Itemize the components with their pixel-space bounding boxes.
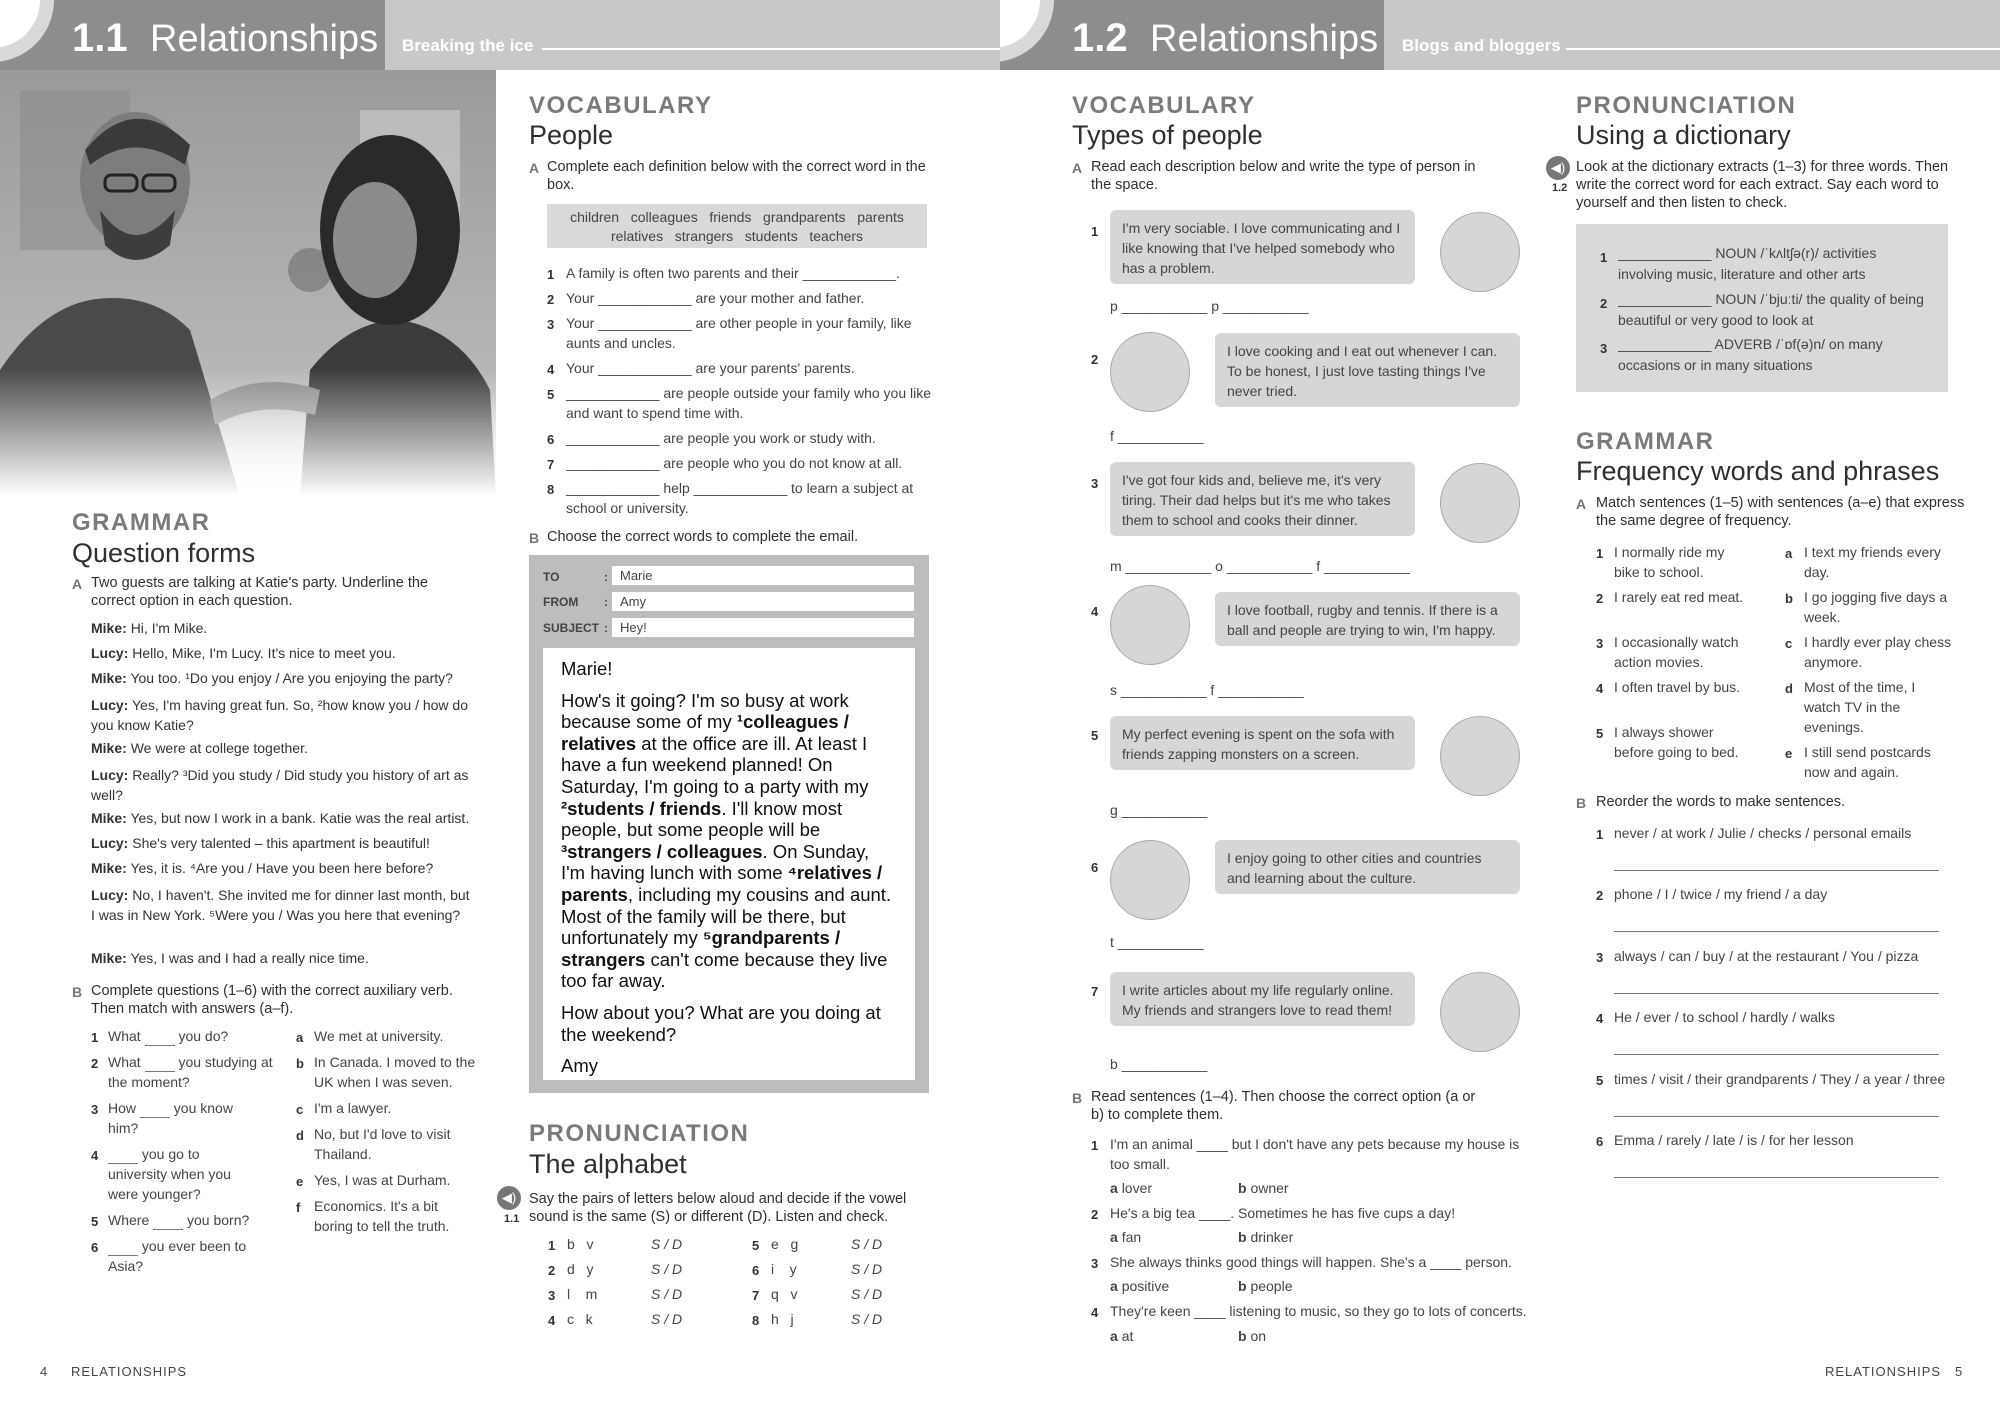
pair-letters: d y <box>567 1261 594 1277</box>
unit-subtitle: Blogs and bloggers <box>1402 36 1561 55</box>
answer-line[interactable] <box>1614 1116 1939 1117</box>
answer-text: In Canada. I moved to the UK when I was seven. <box>314 1054 476 1090</box>
footer-label: RELATIONSHIPS <box>1825 1364 1942 1379</box>
answer-text: No, but I'd love to visit Thailand. <box>314 1126 451 1162</box>
pair-letters: q v <box>771 1286 798 1302</box>
sentence-number: 1 <box>1091 1138 1099 1153</box>
answer-line[interactable]: p ___________ p ___________ <box>1110 298 1309 314</box>
pair-letters: c k <box>567 1311 593 1327</box>
reorder-number: 6 <box>1596 1134 1604 1149</box>
word-box <box>547 204 927 248</box>
sentence-text: They're keen ____ listening to music, so they go to lots of concerts. <box>1110 1303 1527 1319</box>
option-a[interactable]: a positive <box>1110 1278 1170 1294</box>
answer-line[interactable] <box>1614 870 1939 871</box>
person-avatar-icon <box>1110 332 1190 412</box>
definition-number: 4 <box>547 362 555 377</box>
answer-line[interactable] <box>1614 1054 1939 1055</box>
email-colon: : <box>604 595 608 609</box>
answer-line[interactable]: g ___________ <box>1110 802 1208 818</box>
answer-letter: b <box>296 1056 304 1071</box>
question-text: Where you born? <box>108 1212 250 1228</box>
option-b[interactable]: b owner <box>1238 1180 1289 1196</box>
speech-bubble: I love cooking and I eat out whenever I can. To be honest, I just love tasting things I've never tried. <box>1215 333 1520 407</box>
grammar-b-label: B <box>1576 795 1587 811</box>
email-option[interactable]: ⁴relatives / parents <box>561 862 883 905</box>
vocab-a-instruction: Read each description below and write the type of person in the space. <box>1091 159 1476 193</box>
definition-text: ____________ are people who you do not know at all. <box>566 455 903 471</box>
question-number: 3 <box>91 1102 99 1117</box>
audio-track-number: 1.1 <box>504 1213 520 1225</box>
extract-text: ____________ ADVERB /ˈɒf(ə)n/ on many occasions or in many situations <box>1618 336 1883 373</box>
pair-number: 2 <box>548 1263 556 1278</box>
grammar-a-label: A <box>1576 496 1587 512</box>
vocab-a-label: A <box>1072 160 1083 176</box>
speech-bubble: I'm very sociable. I love communicating and I like knowing that I've helped somebody who has a problem. <box>1110 210 1415 284</box>
definition-number: 8 <box>547 482 555 497</box>
grammar-a-instruction: Match sentences (1–5) with sentences (a–e) that express the same degree of frequency. <box>1596 495 1965 529</box>
description-number: 7 <box>1091 984 1099 999</box>
match-number: 1 <box>1596 546 1604 561</box>
reorder-words: times / visit / their grandparents / They / a year / three <box>1614 1071 1946 1087</box>
email-signoff: Amy <box>561 1055 598 1077</box>
answer-letter: d <box>296 1128 304 1143</box>
audio-track-number: 1.2 <box>1552 182 1568 194</box>
pair-letters: e g <box>771 1236 799 1252</box>
answer-line[interactable]: t ___________ <box>1110 934 1204 950</box>
description-number: 6 <box>1091 860 1099 875</box>
answer-line[interactable]: b ___________ <box>1110 1056 1208 1072</box>
dialogue-line: Lucy: Really? ³Did you study / Did study you history of art as well? <box>91 767 469 803</box>
pron-heading: PRONUNCIATION <box>529 1120 750 1147</box>
answer-text: We met at university. <box>314 1028 444 1044</box>
option-b[interactable]: b on <box>1238 1328 1267 1344</box>
match-letter: a <box>1785 546 1793 561</box>
sentence-text: I'm an animal ____ but I don't have any pets because my house is too small. <box>1110 1136 1520 1172</box>
pair-number: 6 <box>752 1263 760 1278</box>
speech-bubble: I enjoy going to other cities and countries and learning about the culture. <box>1215 840 1520 894</box>
vocab-b-label: B <box>1072 1090 1083 1106</box>
pair-sd-choice[interactable]: S / D <box>851 1311 883 1327</box>
reorder-words: Emma / rarely / late / is / for her lesson <box>1614 1132 1854 1148</box>
description-number: 3 <box>1091 476 1099 491</box>
email-option[interactable]: ⁵grandparents / strangers <box>561 927 841 970</box>
pair-sd-choice[interactable]: S / D <box>651 1236 683 1252</box>
match-number: 3 <box>1596 636 1604 651</box>
email-from-label: FROM <box>543 595 579 609</box>
reorder-words: never / at work / Julie / checks / personal emails <box>1614 825 1912 841</box>
answer-line[interactable] <box>1614 931 1939 932</box>
match-letter: e <box>1785 746 1793 761</box>
footer-label: RELATIONSHIPS <box>71 1364 188 1379</box>
match-text: I occasionally watch action movies. <box>1614 634 1739 670</box>
answer-line[interactable]: m ___________ o ___________ f ___________ <box>1110 558 1410 574</box>
pair-sd-choice[interactable]: S / D <box>851 1261 883 1277</box>
match-letter: d <box>1785 681 1793 696</box>
question-text: How you know him? <box>108 1100 233 1136</box>
word-box-line: relatives strangers students teachers <box>610 228 864 244</box>
answer-text: Economics. It's a bit boring to tell the truth. <box>314 1198 450 1234</box>
match-text: I always shower before going to bed. <box>1614 724 1739 760</box>
extract-text: ____________ NOUN /ˈkʌltʃə(r)/ activities involving music, literature and other arts <box>1618 245 1877 282</box>
header-rule <box>1566 48 2000 50</box>
extract-number: 2 <box>1600 296 1608 311</box>
pair-number: 5 <box>752 1238 760 1253</box>
speech-bubble: I love football, rugby and tennis. If there is a ball and people are trying to win, I'm happy. <box>1215 592 1520 646</box>
person-avatar-icon <box>1110 585 1190 665</box>
pair-number: 4 <box>548 1313 556 1328</box>
pron-instruction: Say the pairs of letters below aloud and decide if the vowel sound is the same (S) or different (D). Listen and check. <box>529 1191 907 1225</box>
match-text: Most of the time, I watch TV in the evenings. <box>1804 679 1916 735</box>
extract-number: 1 <box>1600 250 1608 265</box>
answer-letter: f <box>296 1200 301 1215</box>
match-text: I text my friends every day. <box>1804 544 1941 580</box>
person-avatar-icon <box>1440 212 1520 292</box>
grammar-heading: GRAMMAR <box>72 509 211 536</box>
dialogue-line: Mike: Hi, I'm Mike. <box>91 620 208 636</box>
match-text: I go jogging five days a week. <box>1804 589 1948 625</box>
match-text: I hardly ever play chess anymore. <box>1804 634 1952 670</box>
person-avatar-icon <box>1440 972 1520 1052</box>
option-a[interactable]: a lover <box>1110 1180 1153 1196</box>
description-number: 5 <box>1091 728 1099 743</box>
sentence-text: She always thinks good things will happen. She's a ____ person. <box>1110 1254 1512 1270</box>
description-number: 4 <box>1091 604 1099 619</box>
email-paragraph: How about you? What are you doing at the weekend? <box>561 1001 881 1045</box>
pair-sd-choice[interactable]: S / D <box>651 1311 683 1327</box>
pair-letters: b v <box>567 1236 594 1252</box>
header-rule <box>542 48 1000 50</box>
definition-number: 3 <box>547 317 555 332</box>
person-avatar-icon <box>1440 463 1520 543</box>
vocab-b-instruction: Read sentences (1–4). Then choose the correct option (a or b) to complete them. <box>1091 1089 1476 1123</box>
pair-sd-choice[interactable]: S / D <box>851 1286 883 1302</box>
unit-subtitle: Breaking the ice <box>402 36 534 55</box>
vocab-a-label: A <box>529 160 540 176</box>
question-number: 4 <box>91 1148 99 1163</box>
person-avatar-icon <box>1110 840 1190 920</box>
dialogue-line: Mike: Yes, I was and I had a really nice time. <box>91 950 369 966</box>
unit-title: Relationships <box>150 18 379 60</box>
grammar-subheading: Question forms <box>72 538 256 568</box>
definition-text: Your ____________ are your parents' parents. <box>566 360 855 376</box>
answer-line[interactable]: s ___________ f ___________ <box>1110 682 1304 698</box>
audio-speaker-icon[interactable]: ◀) <box>1546 156 1570 180</box>
page-number: 5 <box>1955 1364 1964 1379</box>
description-number: 2 <box>1091 352 1099 367</box>
email-body <box>543 648 915 1080</box>
reorder-number: 4 <box>1596 1011 1604 1026</box>
dialogue-line: Mike: Yes, it is. ⁴Are you / Have you been here before? <box>91 860 434 876</box>
match-number: 2 <box>1596 591 1604 606</box>
email-to-label: TO <box>543 570 560 584</box>
grammar-a-label: A <box>72 576 83 592</box>
dialogue-line: Lucy: No, I haven't. She invited me for dinner last month, but I was in New York. ⁵Were you / Was you here that evening? <box>91 887 470 923</box>
pair-letters: l m <box>567 1286 598 1302</box>
sentence-number: 3 <box>1091 1256 1099 1271</box>
pron-subheading: Using a dictionary <box>1576 120 1791 150</box>
email-to-field[interactable]: Marie <box>612 566 914 585</box>
reorder-number: 3 <box>1596 950 1604 965</box>
pair-number: 1 <box>548 1238 556 1253</box>
definition-text: A family is often two parents and their ____________. <box>566 265 900 281</box>
dialogue-line: Lucy: She's very talented – this apartment is beautiful! <box>91 835 430 851</box>
definition-number: 6 <box>547 432 555 447</box>
definition-text: ____________ are people you work or study with. <box>566 430 876 446</box>
question-number: 6 <box>91 1240 99 1255</box>
reorder-words: phone / I / twice / my friend / a day <box>1614 886 1828 902</box>
pair-sd-choice[interactable]: S / D <box>651 1286 683 1302</box>
pair-sd-choice[interactable]: S / D <box>651 1261 683 1277</box>
grammar-subheading: Frequency words and phrases <box>1576 456 1940 486</box>
dialogue-line: Mike: We were at college together. <box>91 740 308 756</box>
match-text: I often travel by bus. <box>1614 679 1741 695</box>
pair-number: 8 <box>752 1313 760 1328</box>
grammar-b-instruction: Complete questions (1–6) with the correct auxiliary verb. Then match with answers (a–f). <box>91 983 453 1017</box>
vocab-a-instruction: Complete each definition below with the correct word in the box. <box>547 159 926 193</box>
sentence-text: He's a big tea ____. Sometimes he has five cups a day! <box>1110 1205 1456 1221</box>
match-text: I normally ride my bike to school. <box>1614 544 1725 580</box>
right-header-subbar <box>1384 0 2000 70</box>
dialogue-line: Mike: Yes, but now I work in a bank. Katie was the real artist. <box>91 810 470 826</box>
grammar-a-instruction: Two guests are talking at Katie's party. Underline the correct option in each question. <box>91 575 428 609</box>
answer-line[interactable]: f ___________ <box>1110 428 1204 444</box>
answer-text: Yes, I was at Durham. <box>314 1172 451 1188</box>
definition-text: Your ____________ are your mother and father. <box>566 290 865 306</box>
vocab-heading: VOCABULARY <box>529 92 713 119</box>
reorder-number: 2 <box>1596 888 1604 903</box>
option-a[interactable]: a at <box>1110 1328 1134 1344</box>
email-paragraph: How's it going? I'm so busy at work because some of my ¹colleagues / relatives at the office are ill. At least I have a fun weekend planned! On Saturday, I'm going to a party with my ²students / friends. I'll know most people, but some people will be ³strangers / colleagues. On Sunday, I'm having lunch with some ⁴relatives / parents, including my cousins and aunt. Most of the family will be there, but unfortunately my ⁵grandparents / strangers can't come because they live too far away. <box>561 689 892 992</box>
question-text: you ever been to Asia? <box>108 1238 247 1274</box>
pron-heading: PRONUNCIATION <box>1576 92 1797 119</box>
dialogue-line: Lucy: Yes, I'm having great fun. So, ²how know you / how do you know Katie? <box>91 697 468 733</box>
definition-text: Your ____________ are other people in your family, like aunts and uncles. <box>566 315 912 351</box>
speech-bubble: I've got four kids and, believe me, it's very tiring. Their dad helps but it's me who takes them to school and cooks their dinner. <box>1110 462 1415 536</box>
pair-letters: i y <box>771 1261 797 1277</box>
question-text: What you studying at the moment? <box>108 1054 273 1090</box>
email-subject-label: SUBJECT <box>543 621 600 635</box>
definition-number: 7 <box>547 457 555 472</box>
match-text: I rarely eat red meat. <box>1614 589 1744 605</box>
extract-text: ____________ NOUN /ˈbjuːti/ the quality of being beautiful or very good to look at <box>1618 291 1924 328</box>
word-box-line: children colleagues friends grandparents parents <box>570 209 904 225</box>
sentence-number: 4 <box>1091 1305 1099 1320</box>
dialogue-line: Lucy: Hello, Mike, I'm Lucy. It's nice to meet you. <box>91 645 396 661</box>
reorder-words: always / can / buy / at the restaurant / You / pizza <box>1614 948 1919 964</box>
grammar-b-instruction: Reorder the words to make sentences. <box>1596 794 1846 810</box>
email-greeting: Marie! <box>561 658 613 679</box>
vocab-b-label: B <box>529 530 540 546</box>
person-avatar-icon <box>1440 716 1520 796</box>
option-b[interactable]: b people <box>1238 1278 1293 1294</box>
email-colon: : <box>604 621 608 635</box>
vocab-subheading: Types of people <box>1072 120 1263 150</box>
email-colon: : <box>604 570 608 584</box>
match-number: 4 <box>1596 681 1604 696</box>
option-b[interactable]: b drinker <box>1238 1229 1294 1245</box>
match-number: 5 <box>1596 726 1604 741</box>
pair-letters: h j <box>771 1311 794 1327</box>
page-number: 4 <box>40 1364 49 1379</box>
answer-line[interactable] <box>1614 993 1939 994</box>
email-option[interactable]: ³strangers / colleagues <box>561 840 763 862</box>
email-from-field[interactable]: Amy <box>612 592 914 611</box>
definition-text: ____________ are people outside your family who you like and want to spend time with. <box>566 385 932 421</box>
grammar-b-label: B <box>72 984 83 1000</box>
extract-number: 3 <box>1600 341 1608 356</box>
match-letter: c <box>1785 636 1793 651</box>
party-photo <box>0 70 496 496</box>
pron-subheading: The alphabet <box>529 1149 687 1179</box>
speech-bubble: I write articles about my life regularly online. My friends and strangers love to read them! <box>1110 972 1415 1026</box>
definition-number: 2 <box>547 292 555 307</box>
grammar-heading: GRAMMAR <box>1576 428 1715 455</box>
pair-number: 7 <box>752 1288 760 1303</box>
audio-speaker-icon[interactable]: ◀) <box>497 1186 521 1210</box>
reorder-words: He / ever / to school / hardly / walks <box>1614 1009 1835 1025</box>
definition-text: ____________ help ____________ to learn a subject at school or university. <box>566 480 914 516</box>
email-subject-field[interactable]: Hey! <box>612 618 914 637</box>
answer-letter: a <box>296 1030 304 1045</box>
left-header-subbar <box>385 0 1000 70</box>
pair-sd-choice[interactable]: S / D <box>851 1236 883 1252</box>
sentence-number: 2 <box>1091 1207 1099 1222</box>
option-a[interactable]: a fan <box>1110 1229 1142 1245</box>
question-number: 5 <box>91 1214 99 1229</box>
speech-bubble: My perfect evening is spent on the sofa with friends zapping monsters on a screen. <box>1110 716 1415 770</box>
match-letter: b <box>1785 591 1793 606</box>
pair-number: 3 <box>548 1288 556 1303</box>
definition-number: 1 <box>547 267 555 282</box>
description-number: 1 <box>1091 224 1099 239</box>
email-option[interactable]: ²students / friends <box>561 797 722 819</box>
vocab-heading: VOCABULARY <box>1072 92 1256 119</box>
reorder-number: 1 <box>1596 827 1604 842</box>
match-text: I still send postcards now and again. <box>1804 744 1931 780</box>
right-page <box>1000 0 2000 1414</box>
question-number: 2 <box>91 1056 99 1071</box>
question-text: What you do? <box>108 1028 229 1044</box>
pron-instruction: Look at the dictionary extracts (1–3) for three words. Then write the correct word for each extract. Say each word to yourself and then listen to check. <box>1576 159 1949 211</box>
answer-letter: e <box>296 1174 304 1189</box>
answer-line[interactable] <box>1614 1177 1939 1178</box>
vocab-b-instruction: Choose the correct words to complete the email. <box>547 529 859 545</box>
question-number: 1 <box>91 1030 99 1045</box>
dialogue-line: Mike: You too. ¹Do you enjoy / Are you enjoying the party? <box>91 670 453 686</box>
answer-letter: c <box>296 1102 304 1117</box>
reorder-number: 5 <box>1596 1073 1604 1088</box>
email-option[interactable]: ¹colleagues / relatives <box>561 711 849 754</box>
vocab-subheading: People <box>529 120 614 150</box>
unit-number: 1.1 <box>72 16 128 60</box>
question-text: you go to university when you were younger? <box>108 1146 231 1202</box>
unit-number: 1.2 <box>1072 16 1128 60</box>
answer-text: I'm a lawyer. <box>314 1100 392 1116</box>
unit-title: Relationships <box>1150 18 1379 60</box>
definition-number: 5 <box>547 387 555 402</box>
